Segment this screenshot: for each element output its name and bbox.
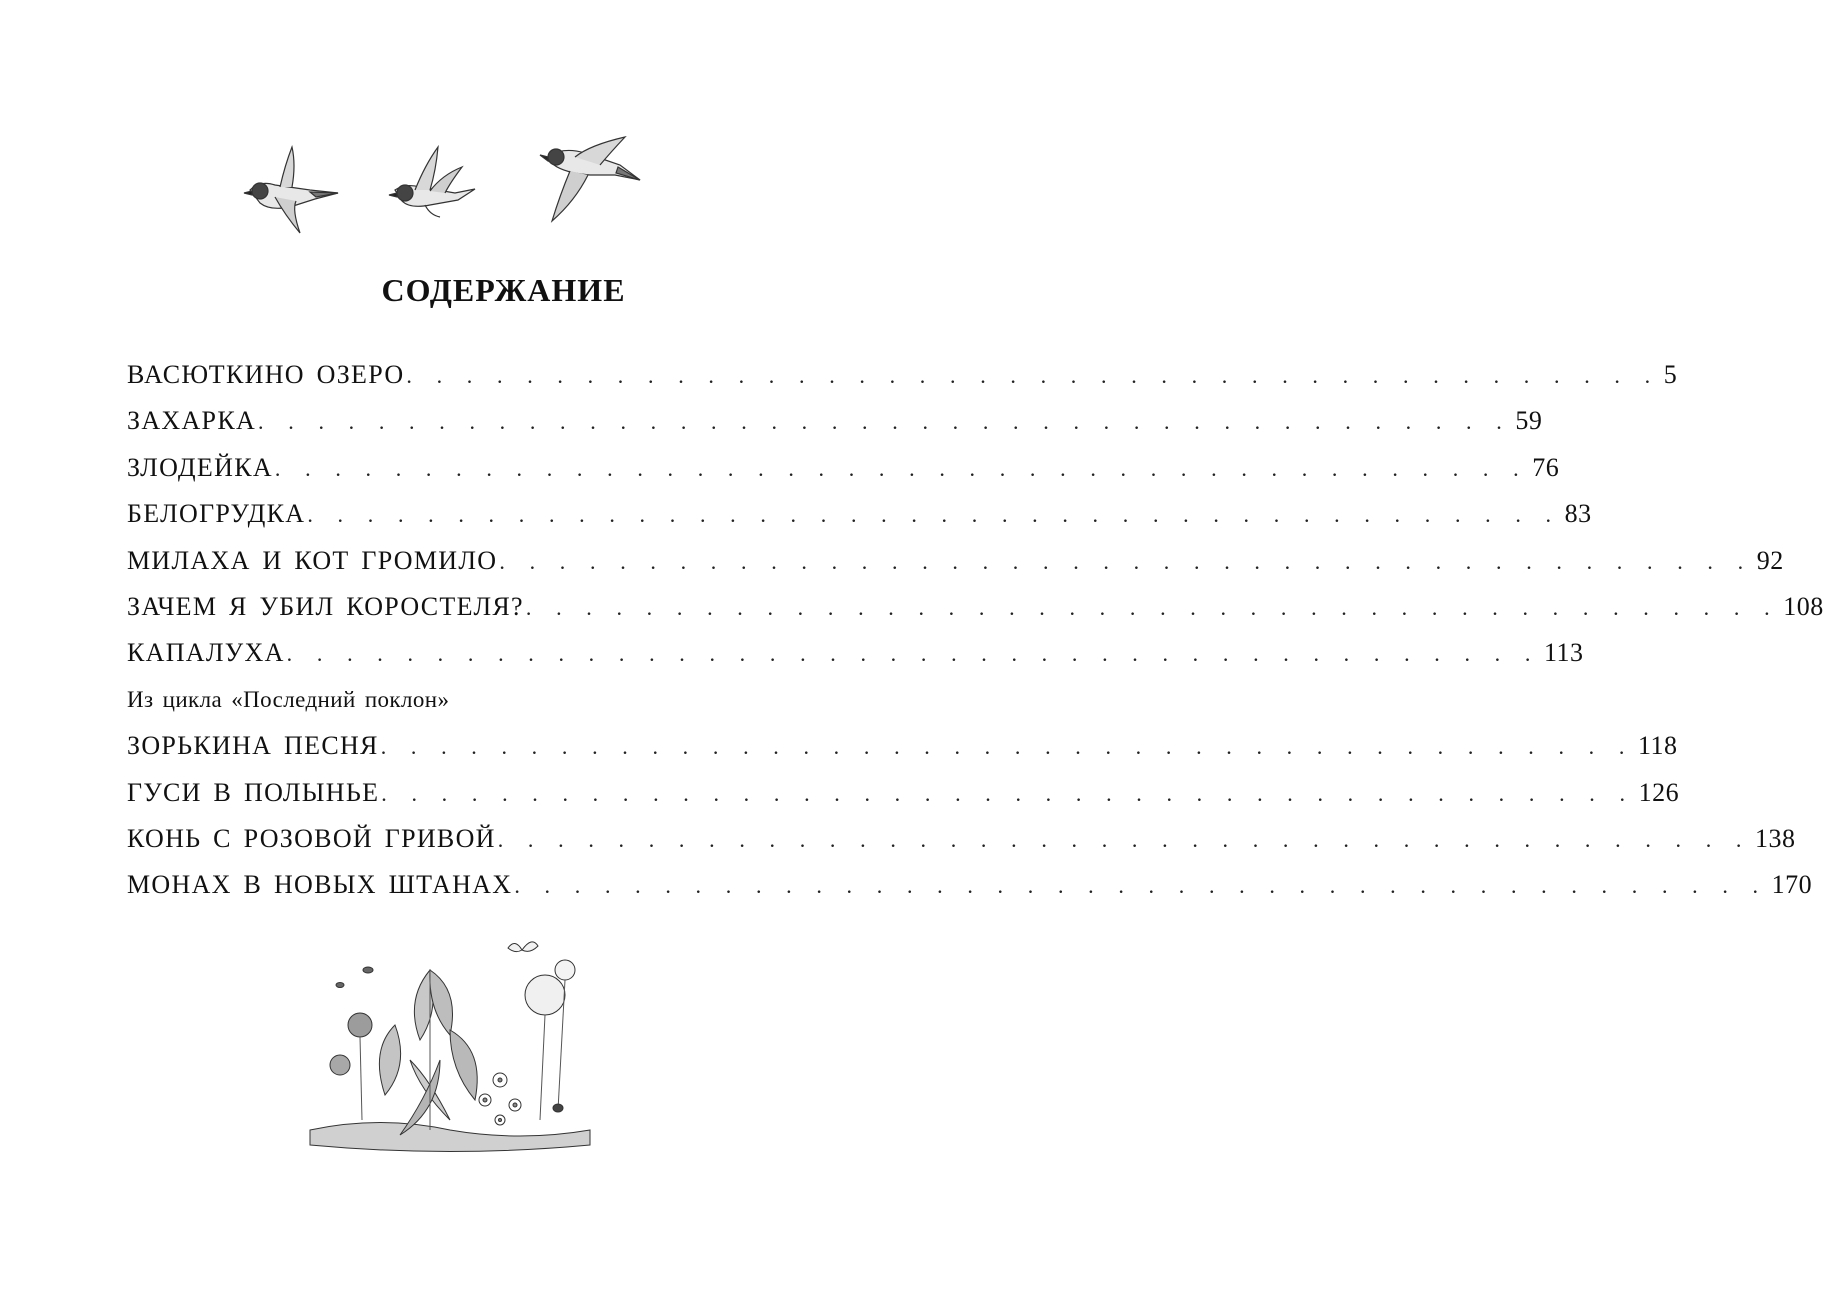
toc-leader-dots: . . . . . . . . . . . . . . . . . . . . . . . . . . . . . . . . . . . . . . . . . .	[499, 548, 1751, 574]
toc-entry-title: КОНЬ С РОЗОВОЙ ГРИВОЙ	[127, 823, 496, 853]
toc-leader-dots: . . . . . . . . . . . . . . . . . . . . . . . . . . . . . . . . . . . . . . . . . .	[497, 826, 1750, 852]
toc-section-heading	[127, 677, 779, 723]
toc-entry-title: МОНАХ В НОВЫХ ШТАНАХ	[127, 870, 513, 900]
toc-entry-title: ЗЛОДЕЙКА	[127, 452, 273, 482]
toc-entry-page: 83	[1564, 499, 1592, 529]
birds-illustration-icon	[230, 125, 650, 240]
toc-entry[interactable]	[127, 816, 1796, 862]
toc-entry[interactable]	[127, 445, 1560, 491]
toc-entry[interactable]	[127, 770, 1680, 816]
toc-leader-dots: . . . . . . . . . . . . . . . . . . . . . . . . . . . . . . . . . . . . . . . . . .	[258, 409, 1510, 435]
toc-leader-dots: . . . . . . . . . . . . . . . . . . . . . . . . . . . . . . . . . . . . . . . . . .	[307, 502, 1559, 528]
section-heading-text: Из цикла «Последний поклон»	[127, 686, 450, 712]
toc-entry-page: 138	[1755, 823, 1796, 853]
toc-entry[interactable]	[127, 538, 1784, 584]
toc-leader-dots: . . . . . . . . . . . . . . . . . . . . . . . . . . . . . . . . . . . . . . . . . .	[525, 594, 1778, 620]
toc-entry[interactable]	[127, 352, 1678, 398]
toc-entry-title: БЕЛОГРУДКА	[127, 499, 306, 529]
table-of-contents	[127, 352, 1824, 909]
toc-entry[interactable]	[127, 630, 1584, 676]
toc-entry-page: 108	[1783, 591, 1824, 621]
toc-entry-page: 59	[1515, 406, 1543, 436]
toc-entry-title: МИЛАХА И КОТ ГРОМИЛО	[127, 545, 498, 575]
toc-entry-title: КАПАЛУХА	[127, 638, 285, 668]
toc-entry-page: 126	[1638, 777, 1680, 807]
toc-entry-page: 170	[1771, 870, 1813, 900]
toc-leader-dots: . . . . . . . . . . . . . . . . . . . . . . . . . . . . . . . . . . . . . . . . . .	[514, 873, 1766, 899]
bird-icon	[389, 147, 475, 217]
toc-entry-title: ЗОРЬКИНА ПЕСНЯ	[127, 731, 379, 761]
toc-leader-dots: . . . . . . . . . . . . . . . . . . . . . . . . . . . . . . . . . . . . . . . . . .	[286, 641, 1538, 667]
bird-icon	[540, 137, 640, 221]
plants-illustration-icon	[300, 930, 600, 1160]
toc-entry-title: ЗАХАРКА	[127, 406, 257, 436]
toc-entry[interactable]	[127, 398, 1543, 444]
toc-entry-title: ГУСИ В ПОЛЫНЬЕ	[127, 777, 380, 807]
toc-entry-title: ЗАЧЕМ Я УБИЛ КОРОСТЕЛЯ?	[127, 591, 524, 621]
toc-entry[interactable]	[127, 491, 1592, 537]
toc-entry-page: 113	[1543, 638, 1584, 668]
toc-leader-dots: . . . . . . . . . . . . . . . . . . . . . . . . . . . . . . . . . . . . . . . . . .	[406, 363, 1658, 388]
toc-leader-dots: . . . . . . . . . . . . . . . . . . . . . . . . . . . . . . . . . . . . . . . . . .	[381, 780, 1633, 806]
toc-entry[interactable]	[127, 862, 1813, 908]
toc-entry[interactable]	[127, 584, 1824, 630]
toc-entry-page: 92	[1756, 545, 1784, 575]
bird-icon	[244, 147, 338, 233]
toc-leader-dots: . . . . . . . . . . . . . . . . . . . . . . . . . . . . . . . . . . . . . . . . . .	[380, 734, 1632, 760]
page-title: СОДЕРЖАНИЕ	[381, 272, 626, 308]
toc-entry[interactable]	[127, 723, 1678, 769]
toc-entry-page: 76	[1532, 452, 1560, 482]
toc-leader-dots: . . . . . . . . . . . . . . . . . . . . . . . . . . . . . . . . . . . . . . . . . .	[274, 455, 1527, 481]
toc-entry-page: 5	[1663, 360, 1678, 389]
toc-entry-page: 118	[1638, 731, 1678, 761]
toc-entry-title: ВАСЮТКИНО ОЗЕРО	[127, 360, 405, 389]
